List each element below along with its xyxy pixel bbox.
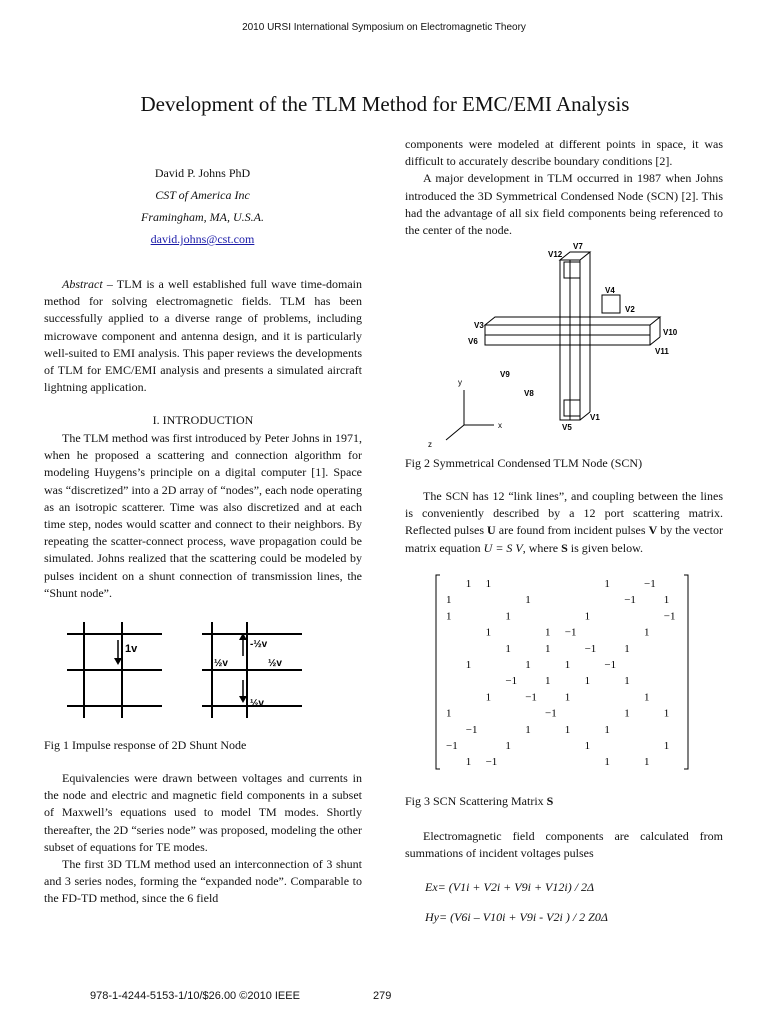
matrix-entry: −1 (485, 756, 498, 769)
footer-copyright: 978-1-4244-5153-1/10/$26.00 ©2010 IEEE (90, 990, 300, 1002)
right-paragraphs-1-2: components were modeled at different points in space, it was difficult to accurately describe boundary conditions [2]. A major development in TLM occurred in 1987 when Johns introduced the 3D Symmetrical Condensed Node (SCN) [2]. This had the advantage of all six field components being referenced to the center of the node. (405, 137, 723, 238)
author-email-link[interactable]: david.johns@cst.com (150, 232, 255, 246)
matrix-entry: 1 (505, 610, 511, 623)
label-right: ½v (268, 658, 282, 669)
matrix-entry: −1 (505, 675, 518, 688)
matrix-entry: −1 (545, 707, 557, 720)
field-paragraph: Electromagnetic field components are calculated from summations of incident voltages pulses (405, 829, 723, 861)
label-down: ½v (250, 698, 264, 709)
section-heading-introduction: I. INTRODUCTION (152, 413, 254, 427)
figure-2-scn-node (428, 240, 700, 450)
matrix-entry: 1 (604, 723, 610, 736)
matrix-entry: −1 (446, 740, 458, 752)
equation-ex: Ex= (V1i + V2i + V9i + V12i) / 2Δ (425, 880, 595, 894)
intro-paragraphs-2-3: Equivalencies were drawn between voltages and currents in the node and electric and magnetic field components in a subset of Maxwell’s equations used to model TM modes. Shortly thereafter, the 2D “series node” was proposed, modeling the other subset of equations for TE modes. The first 3D TLM method used an interconnection of 3 shunt and 3 series nodes, forming the “expanded node”. Comparable to the FD-TD method, since the 6 field (44, 771, 362, 906)
scn-paragraph: The SCN has 12 “link lines”, and coupling between the lines is conveniently described by a 12 port scattering matrix. Reflected pulses U are found from incident pulses V by the vector matrix equation U = S V, where S is given below. (405, 489, 723, 555)
matrix-entry: −1 (644, 578, 656, 590)
matrix-entry: 1 (604, 578, 610, 590)
scattering-matrix (432, 573, 692, 773)
matrix-entry: 1 (584, 610, 591, 623)
author-location: Framingham, MA, U.S.A. (141, 210, 264, 224)
conference-header: 2010 URSI International Symposium on Electromagnetic Theory (242, 22, 526, 33)
matrix-entry: 1 (465, 578, 472, 590)
matrix-entry: 1 (465, 756, 472, 769)
matrix-entry: 1 (446, 610, 452, 623)
matrix-entry: −1 (564, 626, 577, 639)
axis-y-label: y (458, 378, 462, 387)
matrix-entry: 1 (624, 675, 630, 688)
label-v9: V9 (500, 370, 510, 379)
matrix-entry: 1 (446, 707, 452, 720)
label-v5: V5 (562, 423, 572, 432)
label-left: ½v (214, 658, 228, 669)
matrix-entry: 1 (525, 594, 531, 607)
matrix-entry: 1 (446, 594, 452, 607)
footer-page-number: 279 (373, 990, 392, 1002)
matrix-entry: 1 (485, 626, 492, 639)
figure-2-caption: Fig 2 Symmetrical Condensed TLM Node (SCN) (405, 456, 643, 470)
label-v2: V2 (625, 305, 635, 314)
figure-1-caption: Fig 1 Impulse response of 2D Shunt Node (44, 738, 247, 752)
author-org: CST of America Inc (155, 188, 250, 202)
matrix-entry: 1 (624, 642, 630, 655)
label-up: -½v (250, 639, 268, 650)
scattering-matrix-svg (432, 573, 692, 773)
label-1v: 1v (125, 643, 138, 655)
matrix-entry: 1 (505, 740, 511, 752)
matrix-entry: −1 (465, 723, 478, 736)
matrix-entry: 1 (584, 675, 591, 688)
axis-x-label: x (498, 421, 502, 430)
label-v3: V3 (474, 321, 484, 330)
matrix-entry: 1 (525, 659, 531, 671)
axis-z-label: z (428, 440, 432, 449)
matrix-entry: 1 (465, 659, 472, 671)
abstract-text: – TLM is a well established full wave time-domain method for solving electromagnetic fields. TLM has been successfully applied to a diverse range of problems, including microwave component and antenna design, and it is particularly well-suited to EMI analysis. This paper reviews the developments of TLM for EMC/EMI analysis and presents a simulated aircraft lightning application. (44, 277, 362, 395)
matrix-entry: 1 (545, 642, 551, 655)
matrix-entry: 1 (644, 756, 650, 769)
abstract-label: Abstract (62, 277, 103, 291)
label-v8: V8 (524, 389, 534, 398)
figure-3-caption: Fig 3 SCN Scattering Matrix S (405, 794, 554, 808)
matrix-entry: −1 (604, 659, 617, 671)
figure-1-shunt-node (62, 618, 312, 718)
matrix-entry: 1 (604, 756, 610, 769)
matrix-entry: 1 (525, 723, 531, 736)
matrix-entry: 1 (663, 707, 670, 720)
matrix-entry: 1 (564, 659, 571, 671)
matrix-entry: 1 (485, 578, 492, 590)
matrix-entry: 1 (644, 626, 650, 639)
equation-hy: Hy= (V6i – V10i + V9i - V2i ) / 2 Z0Δ (425, 910, 608, 924)
label-v7: V7 (573, 242, 583, 251)
author-name: David P. Johns PhD (154, 166, 251, 180)
matrix-entry: 1 (505, 642, 511, 655)
label-v11: V11 (655, 347, 669, 356)
matrix-entry: 1 (644, 691, 650, 704)
matrix-entry: 1 (485, 691, 492, 704)
matrix-entry: 1 (564, 691, 571, 704)
matrix-entry: −1 (525, 691, 537, 704)
matrix-entry: 1 (584, 740, 591, 752)
matrix-entry: −1 (624, 594, 636, 607)
label-v10: V10 (663, 328, 678, 337)
matrix-entry: 1 (663, 594, 670, 607)
label-v6: V6 (468, 337, 478, 346)
matrix-entry: −1 (663, 610, 676, 623)
matrix-entry: 1 (624, 707, 630, 720)
label-v12: V12 (548, 250, 563, 259)
label-v1: V1 (590, 413, 600, 422)
matrix-entry: 1 (663, 740, 670, 752)
author-block (40, 162, 365, 250)
abstract (44, 276, 362, 396)
matrix-entry: 1 (545, 626, 551, 639)
matrix-entry: 1 (564, 723, 571, 736)
paper-title: Development of the TLM Method for EMC/EMI Analysis (140, 92, 630, 116)
matrix-entry: 1 (545, 675, 551, 688)
intro-paragraph-1: The TLM method was first introduced by Peter Johns in 1971, when he proposed a scattering and connection algorithm for modeling Huygens’s principle on a digital computer [1]. Space was “discretized” into a 2D array of “nodes”, each node operating as an isotropic scatterer. Time was also discretized and at each time step, nodes would scatter and connect to their neighbors. By repeating the scatter-connect process, wave propagation could be simulated. Johns realized that the scattering could be modeled by pulses incident on a shunt connection of transmission lines, the “Shunt node”. (44, 431, 362, 600)
matrix-entry: −1 (584, 642, 597, 655)
label-v4: V4 (605, 286, 615, 295)
